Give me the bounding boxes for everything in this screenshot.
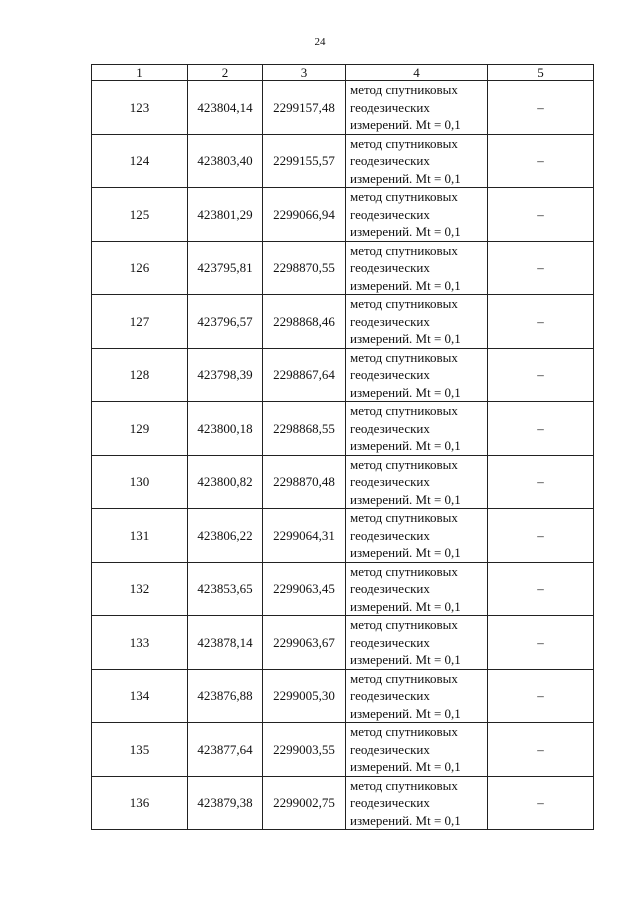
- point-number-cell: 124: [92, 134, 188, 188]
- method-line: измерений. Mt = 0,1: [350, 331, 461, 346]
- method-line: геодезических: [350, 741, 430, 757]
- method-line: геодезических: [350, 313, 430, 329]
- note-cell: –: [488, 188, 594, 242]
- x-coordinate-cell: 423800,18: [188, 402, 263, 456]
- column-header-5: 5: [488, 65, 594, 81]
- y-coordinate-cell: 2299003,55: [263, 723, 346, 777]
- method-line: метод спутниковых: [350, 456, 458, 472]
- x-coordinate-cell: 423878,14: [188, 616, 263, 670]
- y-coordinate-cell: 2299063,67: [263, 616, 346, 670]
- method-line: метод спутниковых: [350, 189, 458, 204]
- method-line: геодезических: [350, 153, 430, 168]
- method-line: измерений. Mt = 0,1: [350, 812, 461, 828]
- method-line: геодезических: [350, 688, 430, 703]
- method-line: метод спутниковых: [350, 510, 458, 525]
- method-line: метод спутниковых: [350, 724, 458, 739]
- table-row: [92, 295, 594, 349]
- x-coordinate-cell: 423877,64: [188, 723, 263, 777]
- method-line: метод спутниковых: [350, 135, 458, 151]
- x-coordinate-cell: 423804,14: [188, 81, 263, 135]
- method-cell: [346, 509, 488, 563]
- method-line: геодезических: [350, 474, 430, 489]
- method-line: измерений. Mt = 0,1: [350, 598, 461, 614]
- point-number-cell: 130: [92, 455, 188, 509]
- point-number-cell: 128: [92, 348, 188, 402]
- method-cell: [346, 402, 488, 456]
- point-number-cell: 123: [92, 81, 188, 135]
- note-cell: –: [488, 562, 594, 616]
- method-line: измерений. Mt = 0,1: [350, 545, 461, 560]
- header-row: [92, 65, 594, 81]
- table-row: [92, 723, 594, 777]
- point-number-cell: 136: [92, 776, 188, 830]
- method-line: геодезических: [350, 367, 430, 382]
- x-coordinate-cell: 423800,82: [188, 455, 263, 509]
- y-coordinate-cell: 2298870,55: [263, 241, 346, 295]
- method-cell: [346, 81, 488, 135]
- y-coordinate-cell: 2298867,64: [263, 348, 346, 402]
- note-cell: –: [488, 669, 594, 723]
- method-line: геодезических: [350, 260, 430, 275]
- y-coordinate-cell: 2299066,94: [263, 188, 346, 242]
- method-cell: [346, 188, 488, 242]
- note-cell: –: [488, 509, 594, 563]
- method-line: геодезических: [350, 581, 430, 596]
- method-line: геодезических: [350, 99, 430, 115]
- method-line: измерений. Mt = 0,1: [350, 759, 461, 774]
- point-number-cell: 126: [92, 241, 188, 295]
- point-number-cell: 125: [92, 188, 188, 242]
- table-row: [92, 348, 594, 402]
- note-cell: –: [488, 455, 594, 509]
- column-header-1: 1: [92, 65, 188, 81]
- method-cell: [346, 616, 488, 670]
- method-line: метод спутниковых: [350, 82, 458, 97]
- point-number-cell: 127: [92, 295, 188, 349]
- table-row: [92, 562, 594, 616]
- method-line: измерений. Mt = 0,1: [350, 438, 461, 453]
- method-line: измерений. Mt = 0,1: [350, 705, 461, 721]
- y-coordinate-cell: 2299063,45: [263, 562, 346, 616]
- note-cell: –: [488, 616, 594, 670]
- method-line: геодезических: [350, 527, 430, 543]
- table-row: [92, 776, 594, 830]
- y-coordinate-cell: 2298870,48: [263, 455, 346, 509]
- x-coordinate-cell: 423798,39: [188, 348, 263, 402]
- method-line: геодезических: [350, 420, 430, 436]
- method-line: измерений. Mt = 0,1: [350, 491, 461, 507]
- table-row: [92, 134, 594, 188]
- method-cell: [346, 723, 488, 777]
- y-coordinate-cell: 2299157,48: [263, 81, 346, 135]
- table-row: [92, 616, 594, 670]
- y-coordinate-cell: 2298868,55: [263, 402, 346, 456]
- method-cell: [346, 776, 488, 830]
- point-number-cell: 135: [92, 723, 188, 777]
- table-row: [92, 81, 594, 135]
- method-line: метод спутниковых: [350, 296, 458, 311]
- method-line: измерений. Mt = 0,1: [350, 384, 461, 400]
- note-cell: –: [488, 81, 594, 135]
- method-cell: [346, 295, 488, 349]
- y-coordinate-cell: 2299155,57: [263, 134, 346, 188]
- method-line: метод спутниковых: [350, 617, 458, 632]
- method-line: измерений. Mt = 0,1: [350, 117, 461, 132]
- note-cell: –: [488, 134, 594, 188]
- table-header: [92, 65, 594, 81]
- method-line: метод спутниковых: [350, 349, 458, 365]
- method-cell: [346, 455, 488, 509]
- table-row: [92, 402, 594, 456]
- point-number-cell: 132: [92, 562, 188, 616]
- y-coordinate-cell: 2299064,31: [263, 509, 346, 563]
- method-line: геодезических: [350, 634, 430, 650]
- table-row: [92, 455, 594, 509]
- method-line: метод спутниковых: [350, 242, 458, 258]
- method-cell: [346, 134, 488, 188]
- note-cell: –: [488, 776, 594, 830]
- point-number-cell: 134: [92, 669, 188, 723]
- note-cell: –: [488, 241, 594, 295]
- method-line: метод спутниковых: [350, 563, 458, 579]
- x-coordinate-cell: 423876,88: [188, 669, 263, 723]
- method-cell: [346, 241, 488, 295]
- note-cell: –: [488, 295, 594, 349]
- column-header-3: 3: [263, 65, 346, 81]
- method-line: измерений. Mt = 0,1: [350, 652, 461, 667]
- method-line: метод спутниковых: [350, 670, 458, 686]
- method-line: измерений. Mt = 0,1: [350, 277, 461, 293]
- table-body: [92, 81, 594, 830]
- y-coordinate-cell: 2298868,46: [263, 295, 346, 349]
- note-cell: –: [488, 402, 594, 456]
- method-line: геодезических: [350, 795, 430, 810]
- note-cell: –: [488, 348, 594, 402]
- page-number: 24: [314, 36, 326, 48]
- column-header-4: 4: [346, 65, 488, 81]
- table-row: [92, 509, 594, 563]
- point-number-cell: 131: [92, 509, 188, 563]
- note-cell: –: [488, 723, 594, 777]
- method-cell: [346, 669, 488, 723]
- table-row: [92, 188, 594, 242]
- x-coordinate-cell: 423879,38: [188, 776, 263, 830]
- coordinates-table: [91, 64, 594, 830]
- method-line: измерений. Mt = 0,1: [350, 224, 461, 239]
- method-cell: [346, 562, 488, 616]
- x-coordinate-cell: 423803,40: [188, 134, 263, 188]
- method-line: геодезических: [350, 206, 430, 222]
- method-line: измерений. Mt = 0,1: [350, 170, 461, 186]
- x-coordinate-cell: 423796,57: [188, 295, 263, 349]
- x-coordinate-cell: 423801,29: [188, 188, 263, 242]
- point-number-cell: 129: [92, 402, 188, 456]
- point-number-cell: 133: [92, 616, 188, 670]
- method-cell: [346, 348, 488, 402]
- column-header-2: 2: [188, 65, 263, 81]
- method-line: метод спутниковых: [350, 777, 458, 793]
- method-line: метод спутниковых: [350, 403, 458, 418]
- x-coordinate-cell: 423853,65: [188, 562, 263, 616]
- y-coordinate-cell: 2299005,30: [263, 669, 346, 723]
- table-row: [92, 241, 594, 295]
- x-coordinate-cell: 423795,81: [188, 241, 263, 295]
- y-coordinate-cell: 2299002,75: [263, 776, 346, 830]
- x-coordinate-cell: 423806,22: [188, 509, 263, 563]
- table-row: [92, 669, 594, 723]
